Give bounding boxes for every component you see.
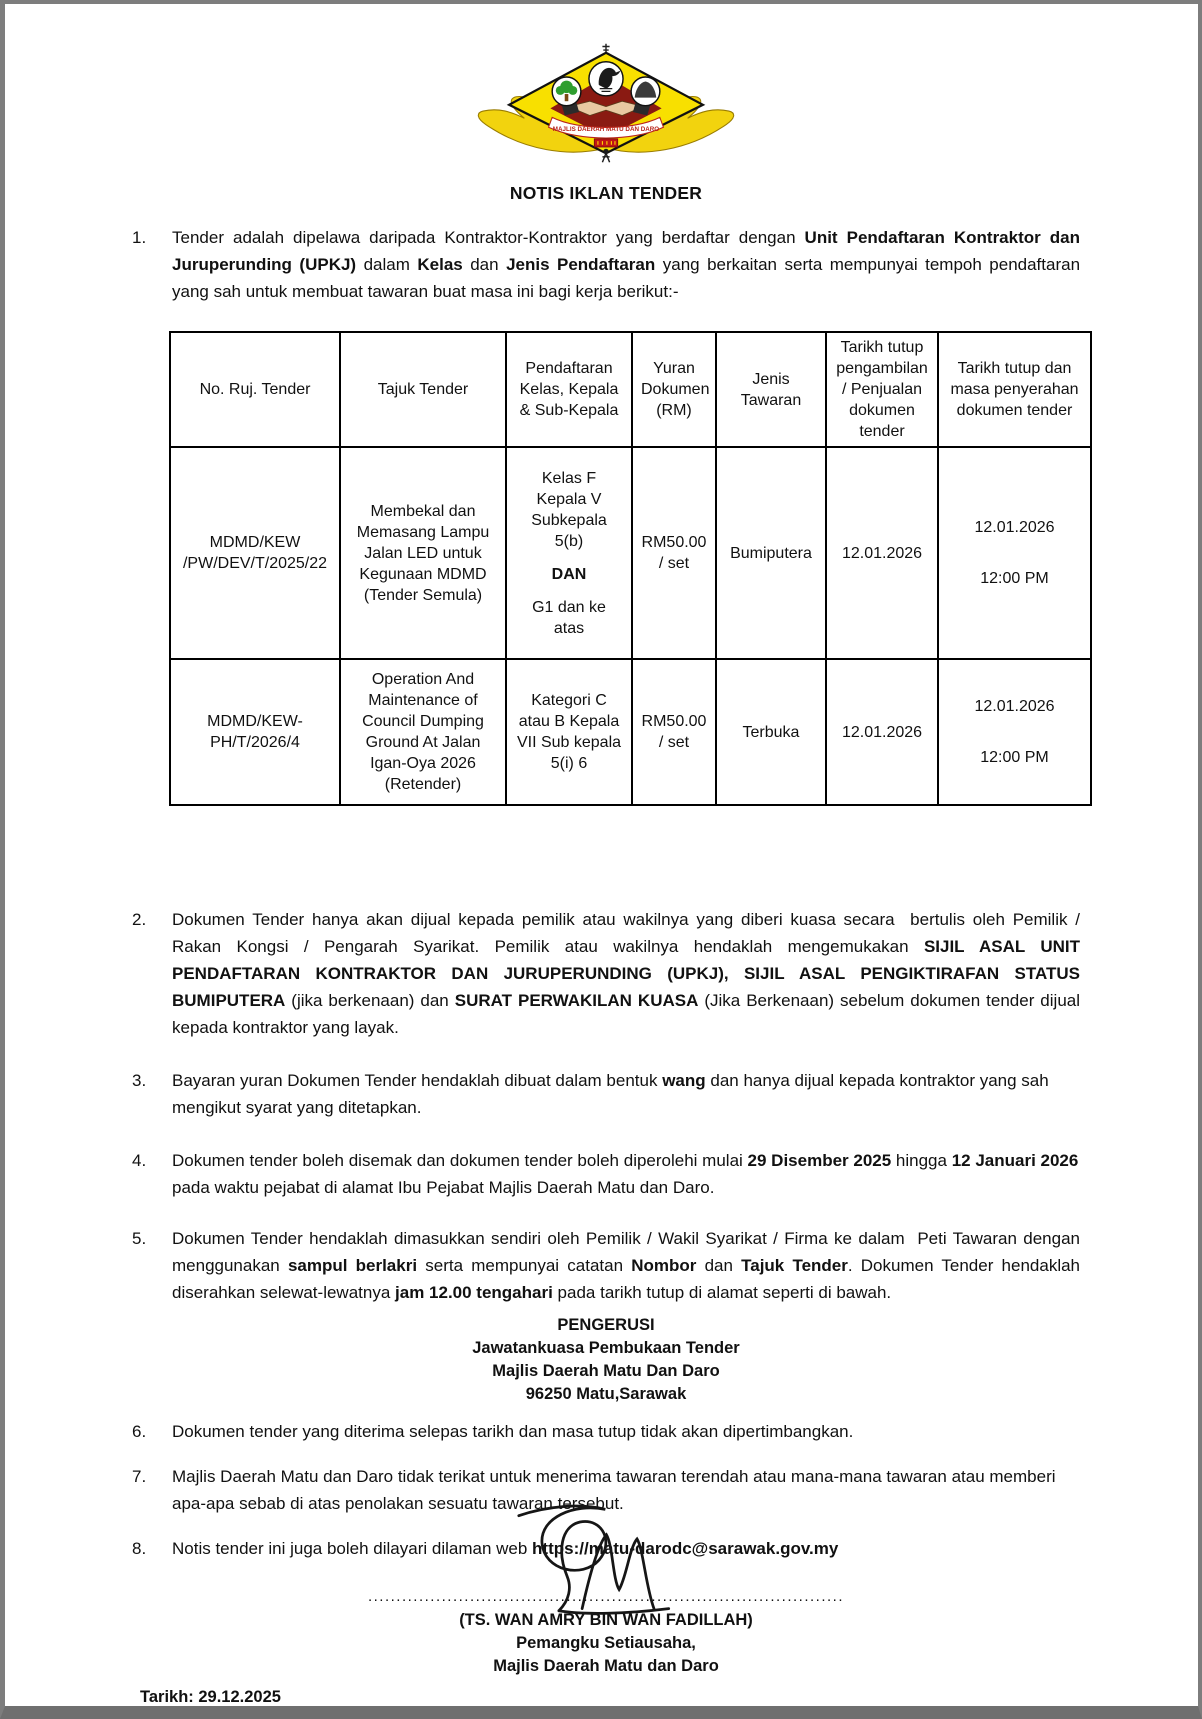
cell-title: Operation And Maintenance of Council Dumping Ground At Jalan Igan-Oya 2026 (Retender) xyxy=(340,659,506,805)
item-text: Dokumen Tender hanya akan dijual kepada pemilik atau wakilnya yang diberi kuasa secara bertulis oleh Pemilik / Rakan Kongsi / Pengarah Syarikat. Pemilik atau wakilnya hendaklah mengemukakan SIJIL ASAL UNIT PENDAFTARAN KONTRAKTOR DAN JURUPERUNDING (UPKJ), SIJIL ASAL PENGIKTIRAFAN STATUS BUMIPUTERA (jika berkenaan) dan SURAT PERWAKILAN KUASA (Jika Berkenaan) sebelum dokumen tender dijual kepada kontraktor yang layak. xyxy=(172,910,1085,1037)
building-icon xyxy=(631,77,660,106)
notice-item-1 xyxy=(132,224,1085,305)
chairman-line: 96250 Matu,Sarawak xyxy=(525,1385,687,1403)
header-type: Jenis Tawaran xyxy=(716,332,826,447)
crest-figure xyxy=(602,149,609,162)
notice-item-4 xyxy=(132,1147,1084,1201)
notice-item-2 xyxy=(132,906,1085,1041)
item-text: Notis tender ini juga boleh dilayari dilaman web https://matu-darodc@sarawak.gov.my xyxy=(172,1539,839,1558)
cell-submission-closing: 12.01.2026 12:00 PM xyxy=(938,659,1091,805)
item-number: 5. xyxy=(132,1229,147,1248)
notice-item-6 xyxy=(132,1418,1080,1445)
cell-submission-closing: 12.01.2026 12:00 PM xyxy=(938,447,1091,659)
tender-table xyxy=(169,331,1080,806)
notice-item-5 xyxy=(132,1225,1085,1306)
chairman-address-block xyxy=(132,1314,1080,1406)
item-number: 6. xyxy=(132,1422,147,1441)
cell-registration: Kategori C atau B Kepala VII Sub kepala 5(i) 6 xyxy=(506,659,632,805)
cell-ref: MDMD/KEW- PH/T/2026/4 xyxy=(170,659,340,805)
cell-type: Terbuka xyxy=(716,659,826,805)
chairman-line: PENGERUSI xyxy=(557,1316,655,1334)
header-fee: Yuran Dokumen (RM) xyxy=(632,332,716,447)
item-text: Bayaran yuran Dokumen Tender hendaklah dibuat dalam bentuk wang dan hanya dijual kepada kontraktor yang sah mengikut syarat yang ditetapkan. xyxy=(172,1071,1054,1117)
header-title: Tajuk Tender xyxy=(340,332,506,447)
table-row xyxy=(170,659,1091,805)
item-number: 7. xyxy=(132,1467,147,1486)
header-registration: Pendaftaran Kelas, Kepala & Sub-Kepala xyxy=(506,332,632,447)
signatory-name: (TS. WAN AMRY BIN WAN FADILLAH) xyxy=(459,1611,753,1629)
table-header-row xyxy=(170,332,1091,447)
item-text: Majlis Daerah Matu dan Daro tidak terikat untuk menerima tawaran terendah atau mana-mana tawaran atau memberi apa-apa sebab di atas penolakan sesuatu tawaran tersebut. xyxy=(172,1467,1061,1513)
notice-item-8 xyxy=(132,1535,1080,1562)
signature-block xyxy=(132,1588,1080,1678)
header-sale-closing: Tarikh tutup pengambilan / Penjualan dokumen tender xyxy=(826,332,938,447)
item-number: 1. xyxy=(132,228,147,247)
crest-icon xyxy=(470,42,742,164)
hornbill-icon xyxy=(589,62,623,96)
item-text: Tender adalah dipelawa daripada Kontraktor-Kontraktor yang berdaftar dengan Unit Pendaftaran Kontraktor dan Juruperunding (UPKJ) dalam Kelas dan Jenis Pendaftaran yang berkaitan serta mempunyai tempoh pendaftaran yang sah untuk membuat tawaran buat masa ini bagi kerja berikut:- xyxy=(172,228,1085,301)
council-crest-logo xyxy=(132,42,1080,169)
table-row xyxy=(170,447,1091,659)
item-text: Dokumen tender boleh disemak dan dokumen tender boleh diperolehi mulai 29 Disember 2025 hingga 12 Januari 2026 pada waktu pejabat di alamat Ibu Pejabat Majlis Daerah Matu dan Daro. xyxy=(172,1151,1084,1197)
signatory-organisation: Majlis Daerah Matu dan Daro xyxy=(493,1657,719,1675)
crest-banner-text: MAJLIS DAERAH MATU DAN DARO xyxy=(552,125,660,133)
signature-dotted-line: .................................................................................... xyxy=(367,1588,845,1605)
cell-registration: Kelas F Kepala V Subkepala 5(b) DAN G1 dan ke atas xyxy=(506,447,632,659)
date-line: Tarikh: 29.12.2025 xyxy=(140,1688,281,1706)
notice-item-3 xyxy=(132,1067,1080,1121)
item-text: Dokumen tender yang diterima selepas tarikh dan masa tutup tidak akan dipertimbangkan. xyxy=(172,1422,854,1441)
chairman-line: Majlis Daerah Matu Dan Daro xyxy=(492,1362,720,1380)
item-number: 4. xyxy=(132,1151,147,1170)
item-number: 2. xyxy=(132,910,147,929)
crest-finial xyxy=(602,44,609,53)
tree-icon xyxy=(552,77,581,106)
cell-sale-closing: 12.01.2026 xyxy=(826,659,938,805)
crest-plaque xyxy=(594,139,617,147)
cell-fee: RM50.00 / set xyxy=(632,659,716,805)
header-ref: No. Ruj. Tender xyxy=(170,332,340,447)
signatory-role: Pemangku Setiausaha, xyxy=(516,1634,696,1652)
cell-ref: MDMD/KEW /PW/DEV/T/2025/22 xyxy=(170,447,340,659)
item-text: Dokumen Tender hendaklah dimasukkan sendiri oleh Pemilik / Wakil Syarikat / Firma ke dalam Peti Tawaran dengan menggunakan sampul berlakri serta mempunyai catatan Nombor dan Tajuk Tender. Dokumen Tender hendaklah diserahkan selewat-lewatnya jam 12.00 tengahari pada tarikh tutup di alamat seperti di bawah. xyxy=(172,1229,1085,1302)
cell-type: Bumiputera xyxy=(716,447,826,659)
cell-sale-closing: 12.01.2026 xyxy=(826,447,938,659)
item-number: 8. xyxy=(132,1539,147,1558)
cell-fee: RM50.00 / set xyxy=(632,447,716,659)
header-submission-closing: Tarikh tutup dan masa penyerahan dokumen tender xyxy=(938,332,1091,447)
chairman-line: Jawatankuasa Pembukaan Tender xyxy=(472,1339,740,1357)
item-number: 3. xyxy=(132,1071,147,1090)
notice-item-7 xyxy=(132,1463,1080,1517)
cell-title: Membekal dan Memasang Lampu Jalan LED untuk Kegunaan MDMD (Tender Semula) xyxy=(340,447,506,659)
page-title: NOTIS IKLAN TENDER xyxy=(509,183,703,203)
